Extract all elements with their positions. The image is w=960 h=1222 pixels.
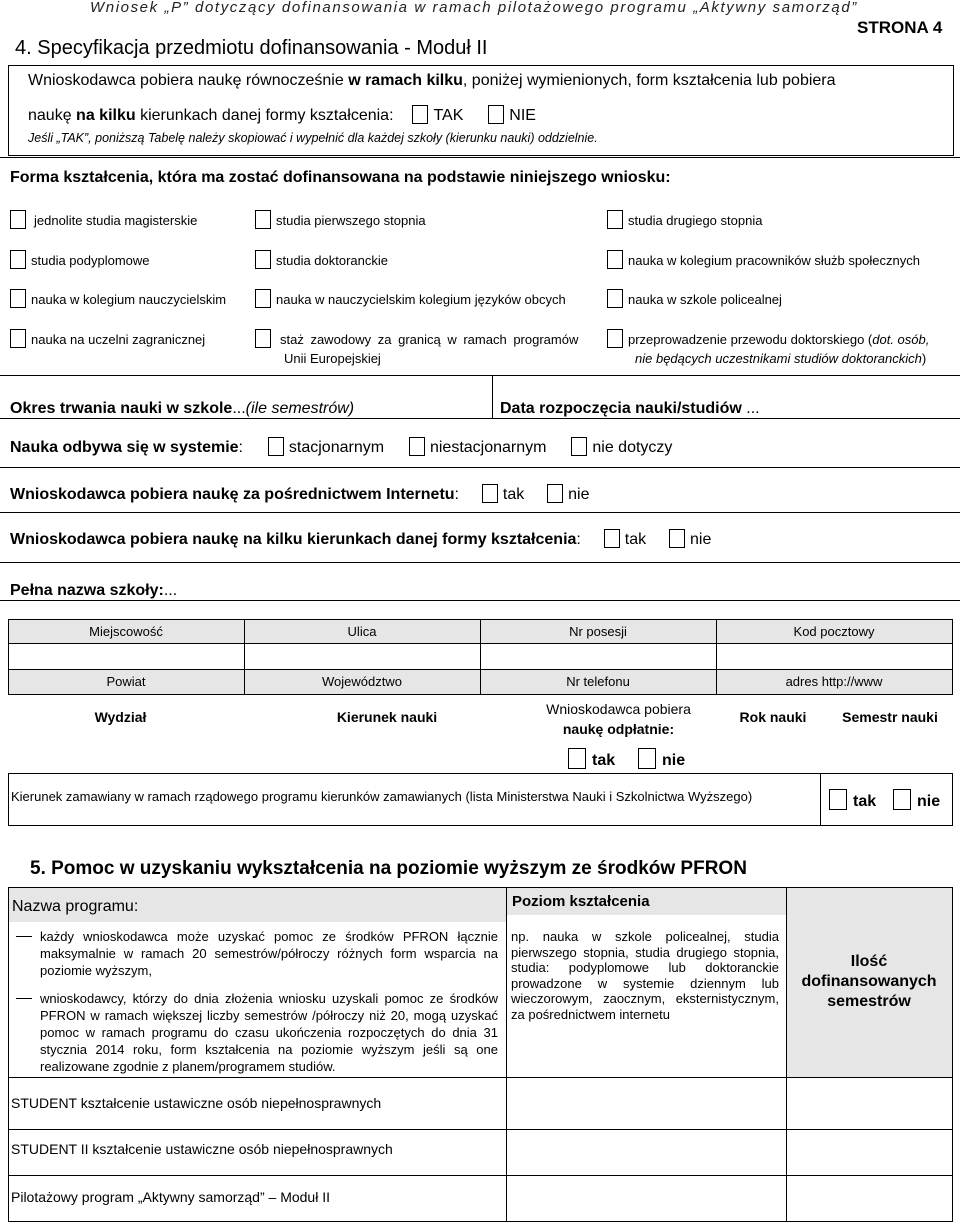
form-checkbox[interactable] — [255, 289, 271, 308]
multi-field-row: Wnioskodawca pobiera naukę na kilku kierunkach danej formy kształcenia: tak nie — [10, 531, 712, 548]
col-header-house-no: Nr posesji — [569, 624, 627, 639]
paid-yes-checkbox[interactable] — [568, 748, 586, 769]
intro-note: Jeśli „TAK”, poniższą Tabelę należy skopiować i wypełnić dla każdej szkoły (kierunku nauki) oddzielnie. — [28, 131, 598, 145]
form-option[interactable]: nauka w kolegium pracowników służb społecznych — [607, 250, 920, 269]
col-header-postal-code: Kod pocztowy — [793, 624, 875, 639]
program-row-student: STUDENT kształcenie ustawiczne osób niepełnosprawnych — [11, 1095, 382, 1111]
form-checkbox[interactable] — [607, 210, 623, 229]
multi-yes-checkbox[interactable] — [604, 529, 620, 548]
commissioned-no-checkbox[interactable] — [893, 789, 911, 810]
paid-no-checkbox[interactable] — [638, 748, 656, 769]
intro-line-1: Wnioskodawca pobiera naukę równocześnie w ramach kilku, poniżej wymienionych, form kształcenia lub pobiera — [28, 72, 836, 89]
form-checkbox[interactable] — [255, 329, 271, 348]
form-checkbox[interactable] — [255, 250, 271, 269]
program-bullet: wnioskodawcy, którzy do dnia złożenia wniosku uzyskali pomoc ze środków PFRON w ramach większej liczby semestrów /półroczy niż 20, mogą uzyskać pomoc w ramach programu do czasu ukończenia rozpoczętych do dnia 31 stycznia 2014 roku, form kształcenia na poziomie wyższym jeśli są one realizowane zgodnie z planem/programem studiów. — [40, 991, 498, 1074]
program-bullet: każdy wnioskodawca może uzyskać pomoc ze środków PFRON łącznie maksymalnie w ramach 20 semestrów/półroczy różnych form wsparcia na poziomie wyższym, — [40, 929, 498, 978]
form-option[interactable]: studia pierwszego stopnia — [255, 210, 426, 229]
form-option-internship[interactable]: staż zawodowy za granicą w ramach programów Unii Europejskiej — [255, 329, 597, 366]
form-checkbox[interactable] — [255, 210, 271, 229]
form-option[interactable]: nauka w kolegium nauczycielskim — [10, 289, 226, 308]
form-option-internship-l2: Unii Europejskiej — [284, 351, 381, 366]
section4-title: 4. Specyfikacja przedmiotu dofinansowania - Moduł II — [15, 37, 488, 59]
commissioned-yes-checkbox[interactable] — [829, 789, 847, 810]
running-header: Wniosek „P” dotyczący dofinansowania w ramach pilotażowego programu „Aktywny samorząd” — [90, 0, 858, 16]
intro-no-label: NIE — [509, 107, 536, 124]
section5-title: 5. Pomoc w uzyskaniu wykształcenia na poziomie wyższym ze środków PFRON — [30, 858, 747, 879]
col-header-website: adres http://www — [785, 674, 883, 689]
form-option-doctorate-l2: nie będących uczestnikami studiów doktoranckich) — [635, 351, 927, 366]
form-checkbox[interactable] — [607, 289, 623, 308]
col-header-county: Powiat — [106, 674, 146, 689]
program-row-student-ii: STUDENT II kształcenie ustawiczne osób niepełnosprawnych — [11, 1141, 393, 1157]
internet-row: Wnioskodawca pobiera naukę za pośrednictwem Internetu: tak nie — [10, 486, 590, 503]
form-option[interactable]: nauka na uczelni zagranicznej — [10, 329, 205, 348]
col-header-voivodeship: Województwo — [322, 674, 402, 689]
col-header-phone: Nr telefonu — [566, 674, 630, 689]
form-option[interactable]: jednolite studia magisterskie — [10, 210, 197, 229]
col-header-semester-count: Ilość dofinansowanych semestrów — [801, 953, 937, 1010]
paid-options: tak nie — [568, 748, 685, 770]
col-header-faculty: Wydział — [94, 709, 147, 725]
col-header-semester: Semestr nauki — [842, 709, 938, 725]
form-option[interactable]: nauka w nauczycielskim kolegium języków obcych — [255, 289, 566, 308]
col-header-program: Nazwa programu: — [12, 898, 139, 915]
form-heading: Forma kształcenia, która ma zostać dofinansowana na podstawie niniejszego wniosku: — [10, 169, 671, 186]
school-name-field[interactable]: Pełna nazwa szkoły:... — [10, 582, 178, 599]
form-checkbox[interactable] — [10, 329, 26, 348]
program-row-pilot: Pilotażowy program „Aktywny samorząd” – Moduł II — [11, 1189, 330, 1205]
form-option[interactable]: studia doktoranckie — [255, 250, 388, 269]
multi-no-checkbox[interactable] — [669, 529, 685, 548]
intro-yes-checkbox[interactable] — [412, 105, 428, 124]
commissioned-label: Kierunek zamawiany w ramach rządowego programu kierunków zamawianych (lista Ministerstwa Nauki i Szkolnictwa Wyższego) — [11, 789, 753, 804]
col-header-year: Rok nauki — [739, 709, 807, 725]
col-header-field: Kierunek nauki — [336, 709, 438, 725]
level-description: np. nauka w szkole policealnej, studia pierwszego stopnia, studia drugiego stopnia, studia: podyplomowe lub doktoranckie prowadzone w systemie dziennym lub wieczorowym, zaocznym, eksternistycznym, za pośrednictwem internetu — [511, 929, 779, 1022]
form-checkbox[interactable] — [607, 329, 623, 348]
form-checkbox[interactable] — [10, 289, 26, 308]
system-na-checkbox[interactable] — [571, 437, 587, 456]
form-checkbox[interactable] — [10, 250, 26, 269]
form-option[interactable]: studia podyplomowe — [10, 250, 150, 269]
col-header-street: Ulica — [347, 624, 377, 639]
intro-no-checkbox[interactable] — [488, 105, 504, 124]
col-header-city: Miejscowość — [89, 624, 163, 639]
intro-line-2: naukę na kilku kierunkach danej formy kształcenia: TAK NIE — [28, 107, 536, 124]
form-checkbox[interactable] — [607, 250, 623, 269]
col-header-paid: Wnioskodawca pobiera naukę odpłatnie: — [546, 701, 691, 737]
form-option[interactable]: nauka w szkole policealnej — [607, 289, 782, 308]
duration-field[interactable]: Okres trwania nauki w szkole...(ile semestrów) — [10, 400, 355, 417]
intro-yes-label: TAK — [433, 107, 464, 124]
form-option-doctorate[interactable]: przeprowadzenie przewodu doktorskiego (dot. osób, nie będących uczestnikami studiów doktoranckich) — [607, 329, 929, 366]
system-row: Nauka odbywa się w systemie: stacjonarnym niestacjonarnym nie dotyczy — [10, 439, 673, 456]
system-fulltime-checkbox[interactable] — [268, 437, 284, 456]
form-option[interactable]: studia drugiego stopnia — [607, 210, 762, 229]
form-checkbox[interactable] — [10, 210, 26, 229]
system-parttime-checkbox[interactable] — [409, 437, 425, 456]
col-header-level: Poziom kształcenia — [512, 893, 650, 910]
start-date-field[interactable]: Data rozpoczęcia nauki/studiów ... — [500, 400, 760, 417]
commissioned-options: tak nie — [829, 789, 940, 811]
internet-no-checkbox[interactable] — [547, 484, 563, 503]
page-label: STRONA 4 — [857, 18, 943, 37]
internet-yes-checkbox[interactable] — [482, 484, 498, 503]
